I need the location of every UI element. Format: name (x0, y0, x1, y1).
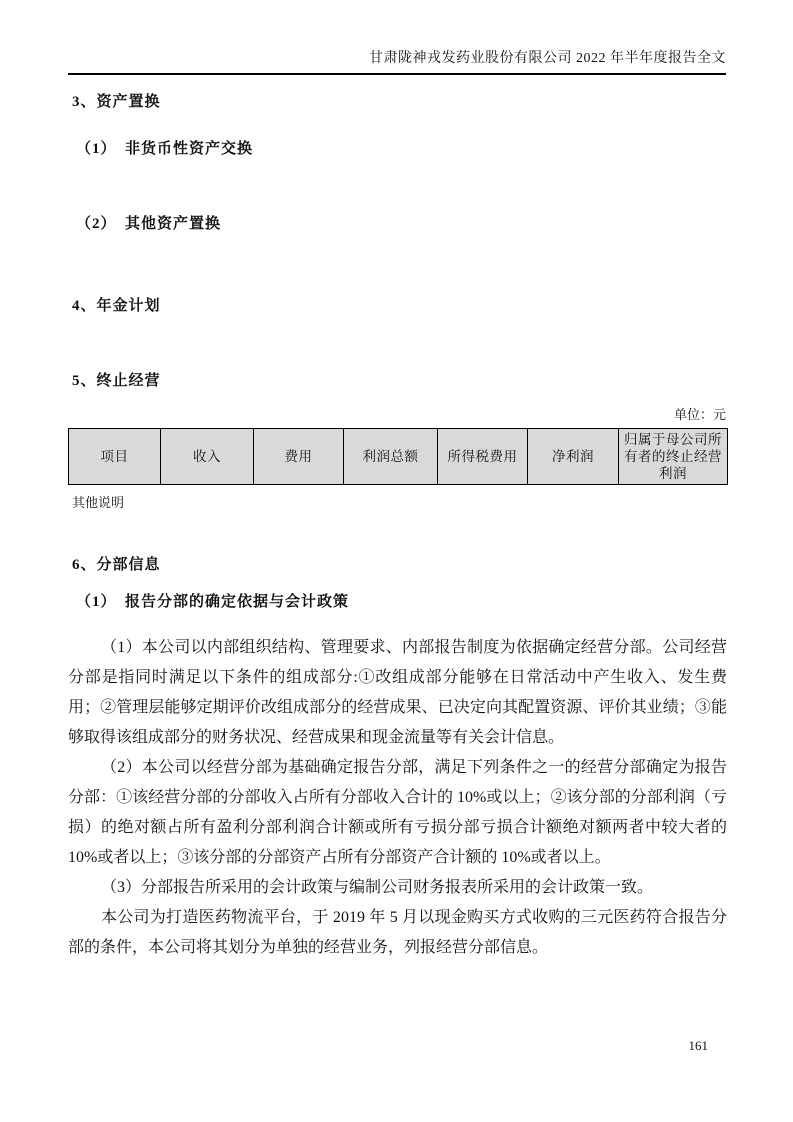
section-heading-segment-info: 6、分部信息 (72, 557, 161, 573)
section-heading-annuity-plan: 4、年金计划 (72, 298, 161, 314)
other-note-label: 其他说明 (72, 495, 125, 510)
paragraph-segment-definition: （1）本公司以内部组织结构、管理要求、内部报告制度为依据确定经营分部。公司经营分部是指同时满足以下条件的组成部分:①改组成部分能够在日常活动中产生收入、发生费用；②管理层能够定期评价改组成部分的经营成果、已决定向其配置资源、评价其业绩；③能够取得该组成部分的财务状况、经营成果和现金流量等有关会计信息。 (68, 639, 727, 746)
page-header-title: 甘肃陇神戎发药业股份有限公司 2022 年半年度报告全文 (369, 51, 726, 66)
header-divider (68, 73, 726, 75)
table-header-income-tax: 所得税费用 (438, 429, 528, 485)
page-number: 161 (688, 1038, 708, 1053)
table-header-item: 项目 (69, 429, 161, 485)
paragraph-reporting-segment-criteria: （2）本公司以经营分部为基础确定报告分部，满足下列条件之一的经营分部确定为报告分部：①该经营分部的分部收入占所有分部收入合计的 10%或以上；②该分部的分部利润（亏损）的绝对额占所有盈利分部利润合计额或所有亏损分部亏损合计额绝对额两者中较大者的 10%或者以上；③该分部的分部资产占所有分部资产合计额的 10%或者以上。 (68, 759, 727, 866)
subheading-nonmonetary-asset-exchange: （1） 非货币性资产交换 (76, 141, 254, 157)
subheading-other-asset-swap: （2） 其他资产置换 (76, 216, 222, 232)
table-header-net-profit: 净利润 (528, 429, 619, 485)
table-header-total-profit: 利润总额 (344, 429, 438, 485)
section-heading-discontinued-operations: 5、终止经营 (72, 373, 161, 389)
discontinued-operations-table (68, 428, 728, 485)
paragraph-sanyuan-acquisition: 本公司为打造医药物流平台，于 2019 年 5 月以现金购买方式收购的三元医药符合报告分部的条件，本公司将其划分为单独的经营业务，列报经营分部信息。 (68, 909, 727, 956)
section-heading-asset-swap: 3、资产置换 (72, 94, 161, 110)
table-header-expense: 费用 (254, 429, 344, 485)
paragraph-accounting-policy-consistency: （3）分部报告所采用的会计政策与编制公司财务报表所采用的会计政策一致。 (101, 879, 654, 896)
table-header-parent-discontinued-profit: 归属于母公司所有者的终止经营利润 (619, 429, 728, 485)
segment-info-paragraphs (68, 633, 727, 963)
table-header-revenue: 收入 (161, 429, 254, 485)
unit-label: 单位：元 (673, 407, 726, 422)
table-header-row (69, 429, 728, 485)
subheading-segment-basis-policy: （1） 报告分部的确定依据与会计政策 (76, 594, 350, 610)
